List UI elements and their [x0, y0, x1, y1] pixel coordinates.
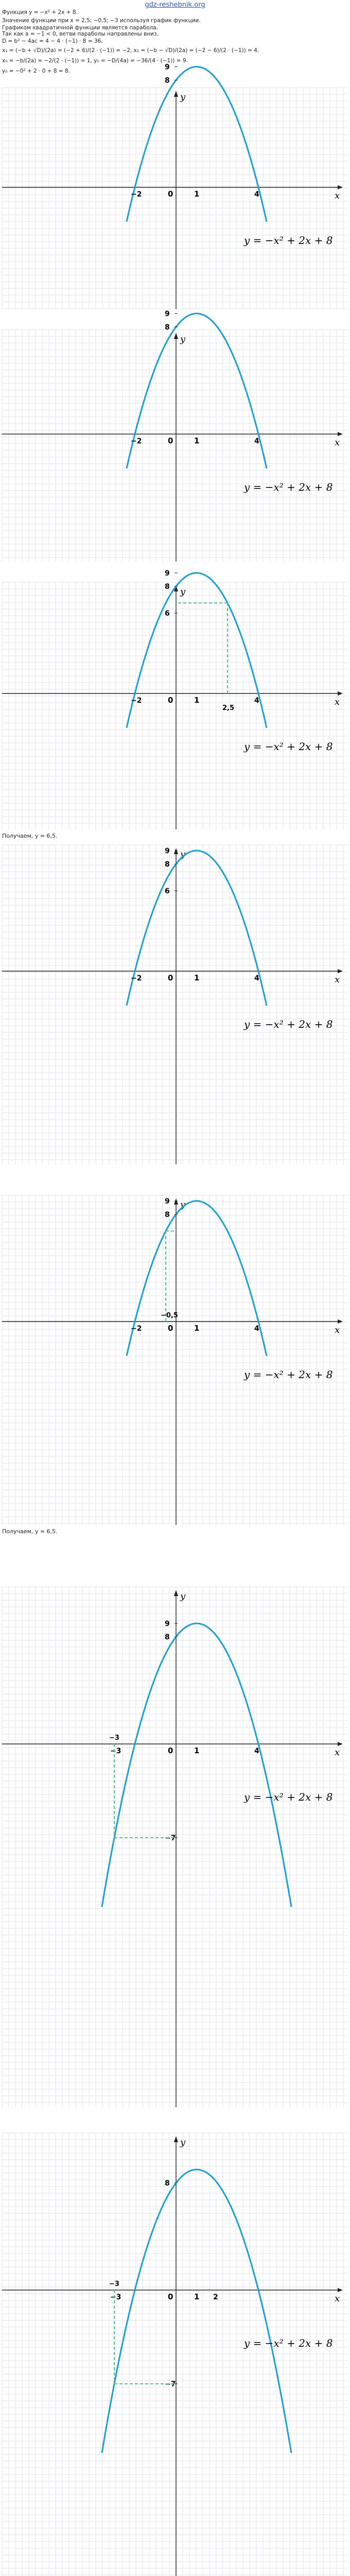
y-tick-label: 9 — [165, 63, 170, 72]
x-tick-label: 4 — [254, 697, 259, 705]
x-tick-label: −2 — [131, 1325, 142, 1333]
formula-label: y = −x² + 2x + 8 — [244, 740, 333, 753]
x-axis-arrow-icon — [338, 432, 343, 436]
origin-label: 0 — [168, 436, 173, 446]
formula-label: y = −x² + 2x + 8 — [244, 1018, 333, 1030]
formula-label: y = −x² + 2x + 8 — [244, 2337, 333, 2349]
unit-x-label: 1 — [194, 436, 200, 446]
x-axis-arrow-icon — [338, 1319, 343, 1324]
x-axis-arrow-icon — [338, 969, 343, 973]
marker-label: −0,5 — [161, 1312, 178, 1319]
y-axis-label: y — [180, 1199, 186, 1210]
y-tick-label: 9 — [165, 1620, 170, 1628]
y-tick-label: −7 — [165, 1834, 176, 1842]
formula-label: y = −x² + 2x + 8 — [244, 1791, 333, 1803]
unit-x-label: 1 — [194, 189, 200, 199]
x-axis-label: x — [335, 2293, 340, 2304]
origin-label: 0 — [168, 2292, 173, 2301]
graph-caption-5: Получаем, y ≈ 6,5. — [2, 1528, 58, 1535]
y-tick-label: 8 — [165, 323, 170, 332]
marker-label: −3 — [109, 2280, 119, 2288]
origin-label: 0 — [168, 973, 173, 982]
parabola-graph-7 — [2, 2133, 348, 2576]
y-tick-label: 6 — [165, 609, 170, 618]
marker-label: 2,5 — [222, 704, 235, 712]
formula-label: y = −x² + 2x + 8 — [244, 1368, 333, 1381]
unit-x-label: 1 — [194, 2292, 200, 2301]
y-tick-label: 9 — [165, 310, 170, 318]
origin-label: 0 — [168, 1324, 173, 1333]
x-axis-label: x — [335, 1325, 340, 1335]
y-tick-label: −7 — [165, 2380, 176, 2388]
y-axis-arrow-icon — [174, 91, 178, 97]
site-link-top[interactable]: gdz-reshebnik.org — [145, 1, 205, 9]
x-axis-label: x — [335, 1747, 340, 1758]
parabola-graph-3 — [2, 569, 348, 829]
intro-line-4: Так как a = −1 < 0, ветви параболы направлены вниз. — [2, 31, 159, 37]
graph-caption-3: Получаем, y ≈ 6,5. — [2, 833, 58, 839]
parabola-graph-4 — [2, 845, 348, 1164]
y-axis-label: y — [180, 1591, 186, 1602]
marker-label: −3 — [109, 1734, 119, 1742]
intro-line-3: Графиком квадратичной функции является парабола. — [2, 25, 159, 31]
y-tick-label: 8 — [165, 860, 170, 869]
y-tick-label: 8 — [165, 583, 170, 591]
y-tick-label: 6 — [165, 887, 170, 895]
intro-line-6: x₁ = (−b + √D)/(2a) = (−2 + 6)/(2 · (−1)) = −2, x₂ = (−b − √D)/(2a) = (−2 − 6)/(2 · (−1)) = 4. — [2, 47, 259, 54]
origin-label: 0 — [168, 189, 173, 199]
x-axis-label: x — [335, 437, 340, 448]
x-tick-label: 4 — [254, 1325, 259, 1333]
x-axis-label: x — [335, 974, 340, 985]
x-tick-label: −2 — [131, 974, 142, 982]
unit-x-label: 1 — [194, 696, 200, 705]
x-tick-label: 2 — [213, 2293, 218, 2301]
x-tick-label: 4 — [254, 974, 259, 982]
y-tick-label: 8 — [165, 1211, 170, 1219]
y-axis-arrow-icon — [174, 2136, 178, 2142]
x-tick-label: −2 — [131, 697, 142, 705]
x-axis-arrow-icon — [338, 2288, 343, 2292]
x-axis-arrow-icon — [338, 1742, 343, 1746]
y-axis-arrow-icon — [174, 1590, 178, 1596]
x-tick-label: −3 — [110, 1747, 121, 1755]
parabola-graph-6 — [2, 1587, 348, 2107]
y-axis-arrow-icon — [174, 333, 178, 339]
x-axis-label: x — [335, 697, 340, 707]
x-axis-arrow-icon — [338, 691, 343, 696]
origin-label: 0 — [168, 1746, 173, 1755]
parabola-graph-5 — [2, 1195, 348, 1525]
x-tick-label: −3 — [110, 2293, 121, 2301]
formula-label: y = −x² + 2x + 8 — [244, 481, 333, 494]
y-axis-arrow-icon — [174, 848, 178, 854]
intro-line-1: Функция y = −x² + 2x + 8. — [2, 9, 78, 15]
unit-x-label: 1 — [194, 973, 200, 982]
y-axis-label: y — [180, 92, 186, 103]
intro-line-7: x₀ = −b/(2a) = −2/(2 · (−1)) = 1, y₀ = −D/(4a) = −36/(4 · (−1)) = 9. — [2, 58, 188, 64]
intro-line-5: D = b² − 4ac = 4 − 4 · (−1) · 8 = 36. — [2, 38, 103, 44]
y-axis-label: y — [180, 334, 186, 345]
x-axis-label: x — [335, 190, 340, 201]
intro-line-8: y₀ = −0² + 2 · 0 + 8 = 8. — [2, 68, 71, 74]
x-tick-label: 4 — [254, 1747, 259, 1755]
y-tick-label: 8 — [165, 76, 170, 85]
intro-line-2: Значение функции при x = 2,5; −0,5; −3 используя график функции. — [2, 18, 201, 24]
x-axis-arrow-icon — [338, 185, 343, 190]
y-tick-label: 8 — [165, 2179, 170, 2188]
x-tick-label: −2 — [131, 437, 142, 446]
y-tick-label: 9 — [165, 569, 170, 578]
y-axis-label: y — [180, 586, 186, 597]
y-axis-label: y — [180, 2137, 186, 2148]
y-axis-label: y — [180, 849, 186, 860]
formula-label: y = −x² + 2x + 8 — [244, 234, 333, 247]
y-tick-label: 9 — [165, 1197, 170, 1206]
y-tick-label: 9 — [165, 847, 170, 855]
unit-x-label: 1 — [194, 1324, 200, 1333]
origin-label: 0 — [168, 696, 173, 705]
x-tick-label: −2 — [131, 190, 142, 199]
x-tick-label: 4 — [254, 437, 259, 446]
x-tick-label: 4 — [254, 190, 259, 199]
parabola-graph-2 — [2, 310, 348, 562]
y-tick-label: 8 — [165, 1633, 170, 1641]
y-axis-arrow-icon — [174, 1198, 178, 1205]
unit-x-label: 1 — [194, 1746, 200, 1755]
